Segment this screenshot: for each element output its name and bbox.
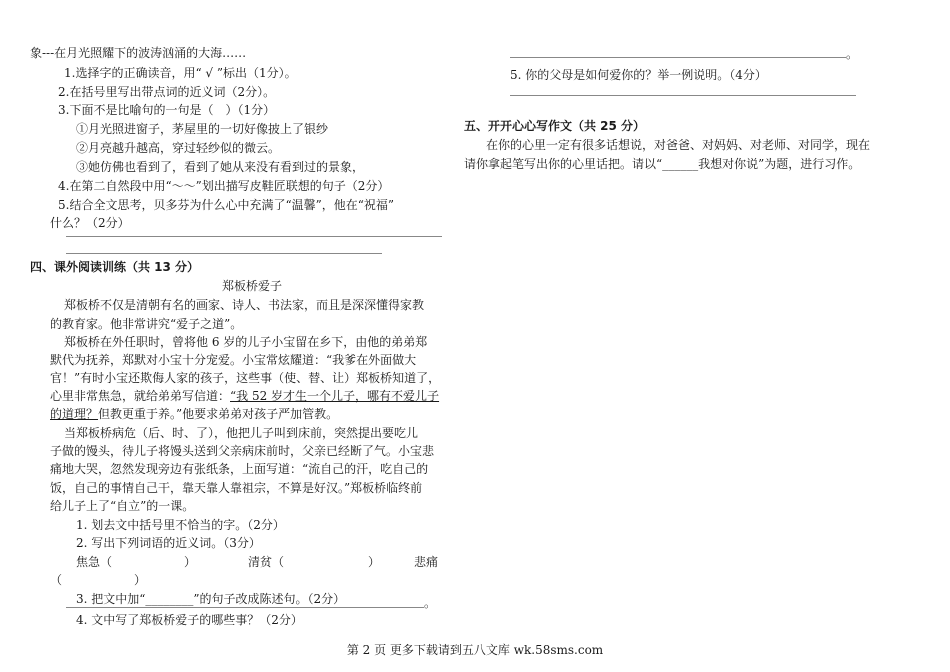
answer-line xyxy=(66,253,382,254)
synonym-beitong: 悲痛 xyxy=(414,555,439,569)
passage-line: 的教育家。他非常讲究“爱子之道”。 xyxy=(50,317,243,331)
answer-line xyxy=(510,57,846,58)
synonym-beitong-blank: （ ） xyxy=(50,573,147,587)
answer-line xyxy=(66,236,442,237)
section-4-title: 四、课外阅读训练（共 13 分） xyxy=(30,260,200,274)
question-2: 2.在括号里写出带点词的近义词（2分）。 xyxy=(58,85,276,99)
passage-title: 郑板桥爱子 xyxy=(222,279,283,293)
answer-line xyxy=(510,95,856,96)
page-footer: 第 2 页 更多下载请到五八文库 wk.58sms.com xyxy=(346,643,604,657)
synonym-jiaoji: 焦急（ ） xyxy=(76,555,197,569)
answer-line xyxy=(66,607,424,608)
passage-line: 默代为抚养，郑默对小宝十分宠爱。小宝常炫耀道：“我爹在外面做大 xyxy=(50,353,417,367)
passage-line: 痛地大哭，忽然发现旁边有张纸条，上面写道：“流自己的汗，吃自己的 xyxy=(50,462,429,476)
passage-text: 心里非常焦急，就给弟弟写信道： xyxy=(50,389,231,403)
option-1: ①月光照进窗子，茅屋里的一切好像披上了银纱 xyxy=(76,122,329,136)
question-5: 5.结合全文思考，贝多芬为什么心中充满了“温馨”，他在“祝福” xyxy=(58,198,394,212)
passage-line: 郑板桥在外任职时，曾将他 6 岁的儿子小宝留在乡下，由他的弟弟郑 xyxy=(64,335,428,349)
passage-line: 给儿子上了“自立”的一课。 xyxy=(50,499,195,513)
passage-fragment: 象---在月光照耀下的波涛汹涌的大海…… xyxy=(30,46,247,60)
passage-line: 子做的馒头，待儿子将馒头送到父亲病床前时，父亲已经断了气。小宝悲 xyxy=(50,444,435,458)
question-5-parents: 5. 你的父母是如何爱你的？举一例说明。（4分） xyxy=(510,68,767,82)
underlined-sentence-end: 的道理？ xyxy=(50,407,99,421)
passage-line xyxy=(50,405,338,423)
synonym-qingpin: 清贫（ ） xyxy=(248,555,381,569)
passage-line: 官！”有时小宝还欺侮人家的孩子，这些事（使、替、让）郑板桥知道了， xyxy=(50,371,441,385)
essay-prompt-line-1: 在你的心里一定有很多话想说，对爸爸、对妈妈、对老师、对同学，现在 xyxy=(486,138,871,152)
question-4: 4.在第二自然段中用“～～”划出描写皮鞋匠联想的句子（2分） xyxy=(58,179,390,193)
section-5-title: 五、开开心心写作文（共 25 分） xyxy=(464,119,646,133)
question-5-cont: 什么？（2分） xyxy=(50,216,130,230)
reading-q4: 4. 文中写了郑板桥爱子的哪些事？（2分） xyxy=(76,613,303,627)
question-1: 1.选择字的正确读音，用“ √ ”标出（1分）。 xyxy=(64,66,297,80)
question-3: 3.下面不是比喻句的一句是（ ）（1分） xyxy=(58,103,276,117)
reading-q2: 2. 写出下列词语的近义词。（3分） xyxy=(76,536,261,550)
underlined-sentence: “我 52 岁才生一个儿子，哪有不爱儿子 xyxy=(230,389,440,403)
essay-prompt-line-2: 请你拿起笔写出你的心里话把。请以“______我想对你说”为题，进行习作。 xyxy=(464,157,861,171)
reading-q3: 3. 把文中加“________”的句子改成陈述句。（2分） xyxy=(76,592,346,606)
answer-period: 。 xyxy=(846,47,859,61)
passage-line: 当郑板桥病危（后、时、了），他把儿子叫到床前，突然提出要吃儿 xyxy=(64,426,419,440)
passage-line: 郑板桥不仅是清朝有名的画家、诗人、书法家，而且是深深懂得家教 xyxy=(64,298,425,312)
answer-period: 。 xyxy=(424,596,437,610)
option-2: ②月亮越升越高，穿过轻纱似的微云。 xyxy=(76,141,281,155)
option-3: ③她仿佛也看到了，看到了她从来没有看到过的景象， xyxy=(76,160,365,174)
passage-line: 饭，自己的事情自己干，靠天靠人靠祖宗，不算是好汉。”郑板桥临终前 xyxy=(50,481,423,495)
passage-text: 但教更重于养。”他要求弟弟对孩子严加管教。 xyxy=(98,407,339,421)
reading-q1: 1. 划去文中括号里不恰当的字。（2分） xyxy=(76,518,285,532)
passage-line xyxy=(50,387,439,405)
